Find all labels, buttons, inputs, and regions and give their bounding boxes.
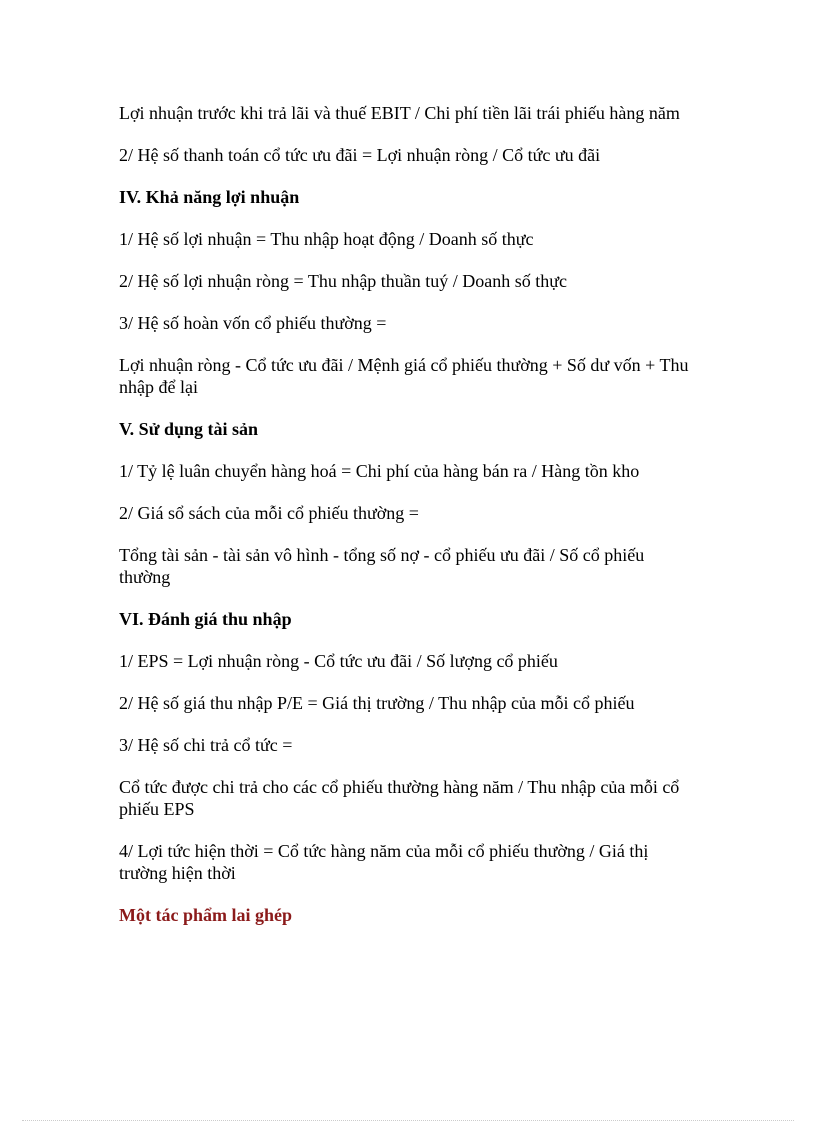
paragraph-return-on-common-equity: 3/ Hệ số hoàn vốn cổ phiếu thường = bbox=[119, 313, 387, 333]
paragraph-profit-ratio: 1/ Hệ số lợi nhuận = Thu nhập hoạt động / Doanh số thực bbox=[119, 229, 534, 249]
paragraph-current-yield: 4/ Lợi tức hiện thời = Cổ tức hàng năm của mỗi cổ phiếu thường / Giá thị trường hiện thời bbox=[119, 841, 649, 883]
paragraph-ebit-continuation: Lợi nhuận trước khi trả lãi và thuế EBIT / Chi phí tiền lãi trái phiếu hàng năm bbox=[119, 103, 680, 123]
paragraph-book-value-formula: Tổng tài sản - tài sản vô hình - tổng số nợ - cổ phiếu ưu đãi / Số cổ phiếu thường bbox=[119, 545, 645, 587]
paragraph-return-on-equity-formula: Lợi nhuận ròng - Cổ tức ưu đãi / Mệnh giá cổ phiếu thường + Số dư vốn + Thu nhập để lại bbox=[119, 355, 689, 397]
document-page bbox=[119, 102, 689, 946]
related-article-link[interactable]: Một tác phẩm lai ghép bbox=[119, 905, 292, 925]
paragraph-payout-ratio: 3/ Hệ số chi trả cổ tức = bbox=[119, 735, 293, 755]
paragraph-eps: 1/ EPS = Lợi nhuận ròng - Cổ tức ưu đãi / Số lượng cổ phiếu bbox=[119, 651, 558, 671]
section-heading-profitability: IV. Khả năng lợi nhuận bbox=[119, 187, 300, 207]
paragraph-preferred-dividend-coverage: 2/ Hệ số thanh toán cổ tức ưu đãi = Lợi nhuận ròng / Cổ tức ưu đãi bbox=[119, 145, 601, 165]
paragraph-book-value-per-share: 2/ Giá sổ sách của mỗi cổ phiếu thường = bbox=[119, 503, 419, 523]
page-bottom-divider bbox=[22, 1120, 794, 1121]
section-heading-earnings-valuation: VI. Đánh giá thu nhập bbox=[119, 609, 292, 629]
paragraph-payout-formula: Cổ tức được chi trả cho các cổ phiếu thường hàng năm / Thu nhập của mỗi cổ phiếu EPS bbox=[119, 777, 680, 819]
paragraph-pe-ratio: 2/ Hệ số giá thu nhập P/E = Giá thị trường / Thu nhập của mỗi cổ phiếu bbox=[119, 693, 635, 713]
paragraph-net-profit-ratio: 2/ Hệ số lợi nhuận ròng = Thu nhập thuần tuý / Doanh số thực bbox=[119, 271, 568, 291]
section-heading-asset-utilization: V. Sử dụng tài sản bbox=[119, 419, 259, 439]
paragraph-inventory-turnover: 1/ Tỷ lệ luân chuyển hàng hoá = Chi phí của hàng bán ra / Hàng tồn kho bbox=[119, 461, 640, 481]
